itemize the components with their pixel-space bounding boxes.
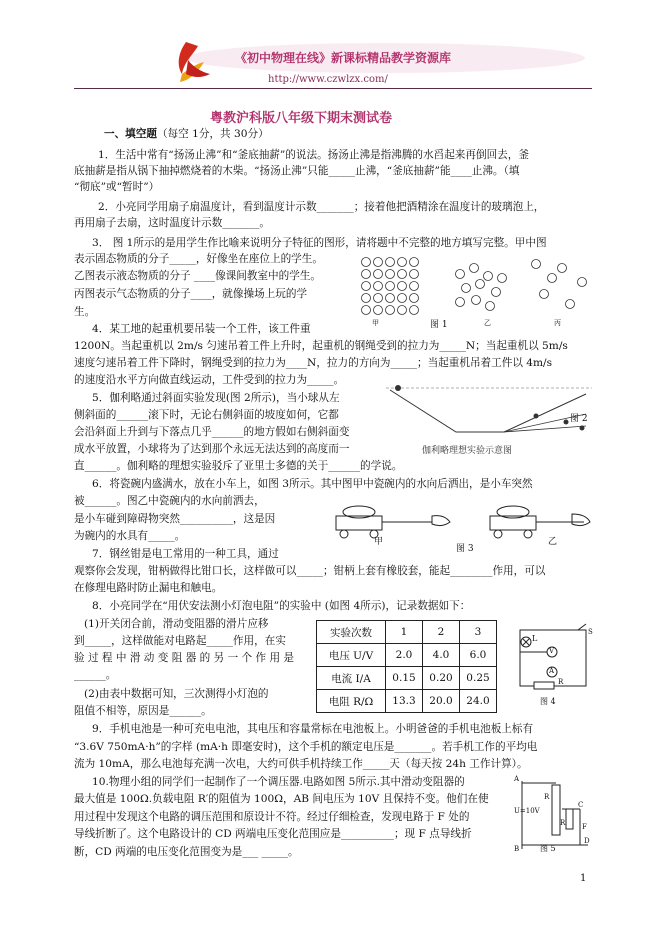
molecule-dot [362,270,371,279]
q4-line-4: 的速度沿水平方向做直线运动，工件受到的拉力为_____。 [74,374,345,386]
molecule-dot [374,294,383,303]
q8-line-1: 8．小亮同学在“用伏安法测小灯泡电阻”的实验中 (如图 4所示)，记录数据如下： [92,600,471,612]
q4-line-1: 4．某工地的起重机要吊装一个工件，该工件重 [92,323,311,335]
q3-line-2: 表示固态物质的分子_____，好像坐在座位上的学生。 [74,253,323,265]
q7-line-1: 7．钢丝钳是电工常用的一种工具，通过 [92,548,279,560]
table-cell: 2.0 [386,644,423,667]
molecule-dot [410,258,419,267]
q2-line-1: 2．小亮同学用扇子扇温度计，看到温度计示数_______；接着他把酒精涂在温度计的玻璃泡上， [98,201,545,213]
molecule-dot [362,294,371,303]
molecule-dot [456,298,465,307]
figure-5-symbol-d: D [584,837,590,845]
figure-5-symbol-b: B [514,845,520,853]
q1-line-3: “彻底”或“暂时”） [74,181,160,193]
table-header-cell: 实验次数 [317,621,386,644]
figure-1-sub-c: 丙 [554,319,561,327]
figure-1-sub-a: 甲 [372,319,379,327]
q8-line-3: 到_____，这样做能对电路起_____作用，在实 [74,635,286,647]
molecule-dot [362,282,371,291]
q3-line-5: 生。 [74,306,96,318]
molecule-dot [374,306,383,315]
table-cell: 电阻 R/Ω [317,690,386,713]
q6-line-4: 为碗内的水具有_____。 [74,530,186,542]
page-number: 1 [580,873,587,884]
molecule-dot [470,264,479,273]
molecule-dot [566,300,575,309]
q8-line-6: (2)由表中数据可知，三次测得小灯泡的 [84,688,269,700]
molecule-dot [484,272,493,281]
table-cell: 0.25 [460,667,497,690]
figure-5 [514,775,594,855]
q10-line-1: 10.物理小组的同学们一起制作了一个调压器.电路如图 5所示.其中滑动变阻器的 [92,776,465,788]
q9-line-1: 9．手机电池是一种可充电电池，其电压和容量常标在电池板上。小明爸爸的手机电池板上标有 [92,723,534,735]
logo [172,38,214,86]
table-cell: 4.0 [423,644,460,667]
q8-line-4: 验 过 程 中 滑 动 变 阻 器 的 另 一 个 作 用 是 [74,652,295,664]
q1-line-2: 底抽薪是指从锅下抽掉燃烧着的木柴。“扬汤止沸”只能_____止沸，“釜底抽薪”能____止沸。（填 [74,165,520,177]
molecule-dot [462,284,471,293]
figure-5-label: 图 5 [540,844,556,853]
figure-5-symbol-a: A [514,775,520,783]
molecule-dot [410,282,419,291]
table-cell: 24.0 [460,690,497,713]
q8-line-5: ______。 [74,669,117,681]
q4-line-2: 1200N。当起重机以 2m/s 匀速吊着工件上升时，起重机的钢绳受到的拉力为_____N；当起重机以 5m/s [74,340,568,352]
figure-3 [322,494,594,554]
figure-3-label: 图 3 [456,544,474,554]
header-title: 《初中物理在线》新课标精品教学资源库 [235,51,452,65]
q7-line-2: 观察你会发现，钳柄做得比钳口长，这样做可以_____；钳柄上套有橡胶套，能起________作用，可以 [74,565,546,577]
q5-line-5: 直______。伽利略的理想实验驳斥了亚里士多德的关于______的学说。 [74,460,403,472]
data-table [316,620,497,713]
q5-line-1: 5．伽利略通过斜面实验发现(图 2所示)，当小球从左 [92,392,340,404]
q10-line-4: 导线折断了。这个电路设计的 CD 两端电压变化范围应是__________；现 F 点导线折 [74,828,472,840]
molecule-dot [374,282,383,291]
figure-1 [356,254,592,330]
figure-4-label: 图 4 [540,697,556,706]
figure-5-symbol-c: C [578,801,584,809]
q6-line-1: 6．将瓷碗内盛满水，放在小车上，如图 3所示。其中图甲中瓷碗内的水向后洒出，是小车突然 [92,478,533,490]
molecule-dot [578,278,587,287]
q1-line-1: 1．生活中常有“扬汤止沸”和“釜底抽薪”的说法。扬汤止沸是指沸腾的水舀起来再倒回去，釜 [98,149,529,161]
q10-line-3: 用过程中发现这个电路的调压范围和原设计不符。经过仔细检查，发现电路于 F 处的 [74,811,470,823]
table-header-cell: 2 [423,621,460,644]
q2-line-2: 再用扇子去扇，这时温度计示数_______。 [74,217,270,229]
molecule-dot [362,258,371,267]
molecule-dot [362,306,371,315]
table-cell: 6.0 [460,644,497,667]
molecule-dot [540,290,549,299]
molecule-dot [558,264,567,273]
section-title: 一、填空题 [104,128,157,140]
table-header-cell: 1 [386,621,423,644]
molecule-dot [410,306,419,315]
figure-5-symbol-u: U=10V [514,807,540,815]
molecule-dot [374,270,383,279]
section-heading [104,127,624,141]
figure-4-symbol-v: V [549,647,555,655]
molecule-dot [492,288,501,297]
figure-2-caption: 伽利略理想实验示意图 [422,446,513,456]
figure-4 [512,620,594,708]
table-cell: 0.15 [386,667,423,690]
q9-line-2: “3.6V 750mA·h”的字样 (mA·h 即毫安时)，这个手机的额定电压是_______。若手机工作的平均电 [74,741,538,753]
molecule-dot [398,258,407,267]
figure-5-symbol-r-prime: R′ [560,819,567,827]
q6-line-2: 被______。图乙中瓷碗内的水向前洒去， [74,495,265,507]
section-note: （每空 1分，共 30分） [156,128,269,140]
q5-line-4: 成水平放置，小球将为了达到那个永远无法达到的高度而一 [74,443,350,455]
molecule-dot [472,296,481,305]
molecule-dot [548,274,557,283]
q9-line-3: 流为 10mA，那么电池每充满一次电，大约可供手机持续工作_____天（每天按 24h 工作计算）。 [74,758,528,770]
figure-4-symbol-r: R [558,678,564,686]
molecule-dot [398,282,407,291]
figure-5-symbol-f: F [582,823,587,831]
table-header-cell: 3 [460,621,497,644]
header-url[interactable]: http://www.czwlzx.com/ [268,74,388,85]
q3-line-4: 丙图表示气态物质的分子____，就像操场上玩的学 [74,288,308,300]
q5-line-2: 侧斜面的______滚下时，无论右侧斜面的坡度如何，它都 [74,409,339,421]
q3-line-1: 3． 图 1所示的是用学生作比喻来说明分子特征的图形，请将题中不完整的地方填写完整。甲中图 [92,237,547,249]
figure-4-symbol-s: S [588,628,593,636]
figure-1-label: 图 1 [430,320,448,330]
figure-1-sub-b: 乙 [484,319,491,327]
molecule-dot [386,306,395,315]
figure-2 [386,380,592,458]
table-cell: 电压 U/V [317,644,386,667]
molecule-dot [410,270,419,279]
q10-line-2: 最大值是 100Ω.负载电阻 R′的阻值为 100Ω，AB 间电压为 10V 且保持不变。他们在使 [74,793,489,805]
table-cell: 电流 I/A [317,667,386,690]
q10-line-5: 断，CD 两端的电压变化范围变为是___ _____。 [74,846,299,858]
molecule-dot [398,306,407,315]
molecule-dot [386,294,395,303]
q4-line-3: 速度匀速吊着工件下降时，钢绳受到的拉力为____N，拉力的方向为_____；当起重机吊着工件以 4m/s [74,357,553,369]
table-cell: 20.0 [423,690,460,713]
figure-2-label: 图 2 [570,414,588,424]
molecule-dot [374,258,383,267]
molecule-dot [456,270,465,279]
q3-line-3: 乙图表示液态物质的分子 ____像课间教室中的学生。 [74,270,322,282]
molecule-dot [386,258,395,267]
header-divider [74,88,592,89]
figure-5-symbol-r: R [544,793,550,801]
q7-line-3: 在修理电路时防止漏电和触电。 [74,582,223,594]
molecule-dot [476,280,485,289]
molecule-dot [498,274,507,283]
molecule-dot [386,282,395,291]
molecule-dot [398,294,407,303]
document-title: 粤教沪科版八年级下期末测试卷 [210,111,393,126]
q5-line-3: 会沿斜面上升到与下落点几乎______的地方假如右侧斜面变 [74,426,350,438]
q6-line-3: 是小车碰到障碍物突然__________，这是因 [74,513,276,525]
molecule-dot [486,302,495,311]
molecule-dot [398,270,407,279]
q8-line-2: (1)开关闭合前，滑动变阻器的滑片应移 [84,618,269,630]
q8-line-7: 阻值不相等，原因是______。 [74,705,212,717]
molecule-dot [410,294,419,303]
figure-3-sub-a: 甲 [374,537,384,547]
molecule-dot [532,260,541,269]
molecule-dot [386,270,395,279]
figure-3-sub-b: 乙 [548,537,558,547]
table-cell: 13.3 [386,690,423,713]
table-cell: 0.20 [423,667,460,690]
figure-4-symbol-a: A [549,667,555,675]
figure-4-symbol-l: L [532,634,538,643]
